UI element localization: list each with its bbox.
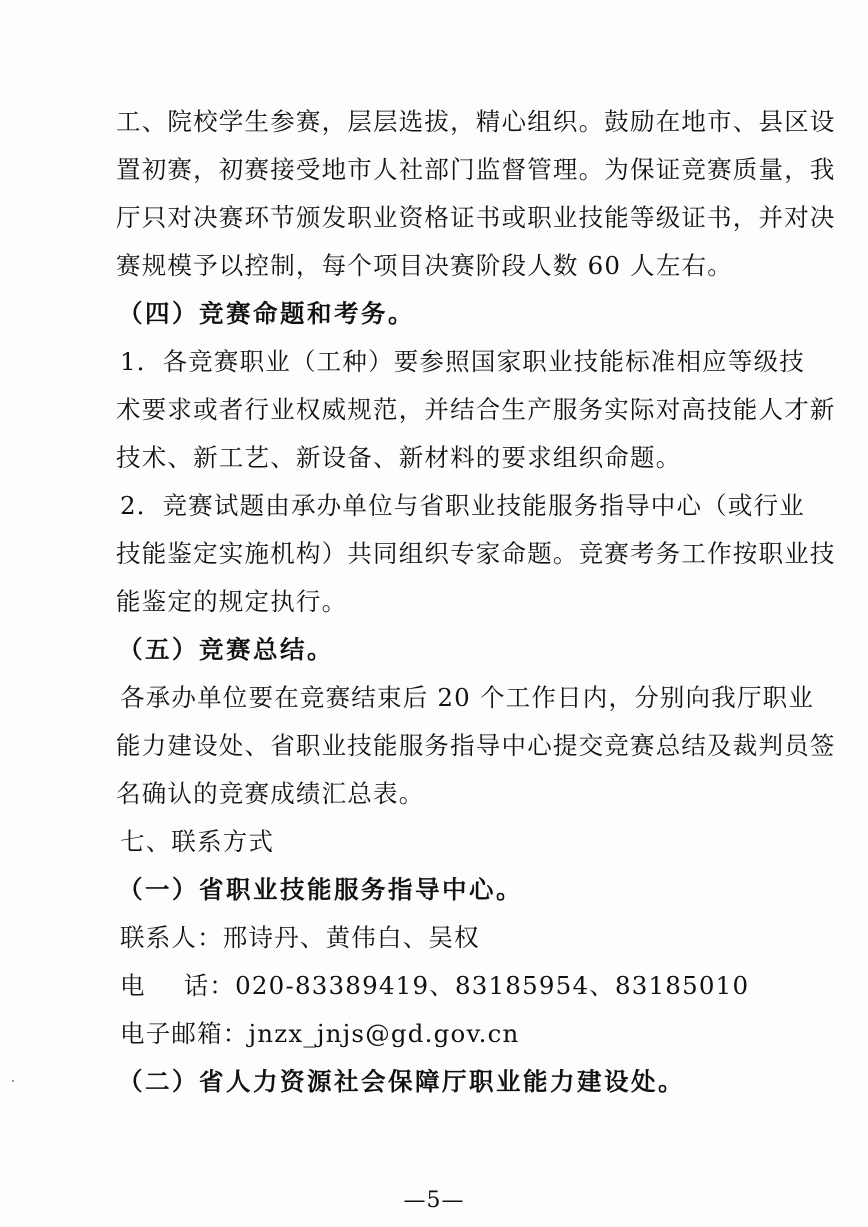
contact-heading: 七、联系方式 xyxy=(120,827,275,856)
body-text-line: 能力建设处、省职业技能服务指导中心提交竞赛总结及裁判员签 xyxy=(116,731,836,760)
body-text-line: 置初赛，初赛接受地市人社部门监督管理。为保证竞赛质量，我 xyxy=(116,155,836,184)
body-text-line: 赛规模予以控制，每个项目决赛阶段人数 60 人左右。 xyxy=(116,251,733,280)
phone-label-char-1: 电 xyxy=(120,971,146,1000)
section-heading-5: （五）竞赛总结。 xyxy=(118,635,334,664)
body-text-line: 术要求或者行业权威规范，并结合生产服务实际对高技能人才新 xyxy=(116,395,836,424)
section-heading-4: （四）竞赛命题和考务。 xyxy=(118,299,415,328)
body-text-line: 工、院校学生参赛，层层选拔，精心组织。鼓励在地市、县区设 xyxy=(116,107,836,136)
numbered-paragraph-2: 2．竞赛试题由承办单位与省职业技能服务指导中心（或行业 xyxy=(120,491,805,520)
numbered-paragraph-1: 1．各竞赛职业（工种）要参照国家职业技能标准相应等级技 xyxy=(120,347,805,376)
body-text-line: 技术、新工艺、新设备、新材料的要求组织命题。 xyxy=(116,443,682,472)
page-number: —5— xyxy=(403,1188,465,1213)
body-text-line: 厅只对决赛环节颁发职业资格证书或职业技能等级证书，并对决 xyxy=(116,203,836,232)
email-line: 电子邮箱：jnzx_jnjs@gd.gov.cn xyxy=(120,1019,520,1048)
body-text-line: 能鉴定的规定执行。 xyxy=(116,587,348,616)
contact-section-2-heading: （二）省人力资源社会保障厅职业能力建设处。 xyxy=(118,1067,685,1096)
body-text-line: 名确认的竞赛成绩汇总表。 xyxy=(116,779,425,808)
phone-line xyxy=(120,970,868,1002)
contact-section-1-heading: （一）省职业技能服务指导中心。 xyxy=(118,875,523,904)
body-text-line: 技能鉴定实施机构）共同组织专家命题。竞赛考务工作按职业技 xyxy=(116,539,836,568)
scan-speck xyxy=(12,1080,14,1082)
body-text-line: 各承办单位要在竞赛结束后 20 个工作日内，分别向我厅职业 xyxy=(120,683,815,712)
contact-person: 联系人：邢诗丹、黄伟白、吴权 xyxy=(120,923,480,952)
phone-numbers: 话：020-83389419、83185954、83185010 xyxy=(183,971,750,1000)
